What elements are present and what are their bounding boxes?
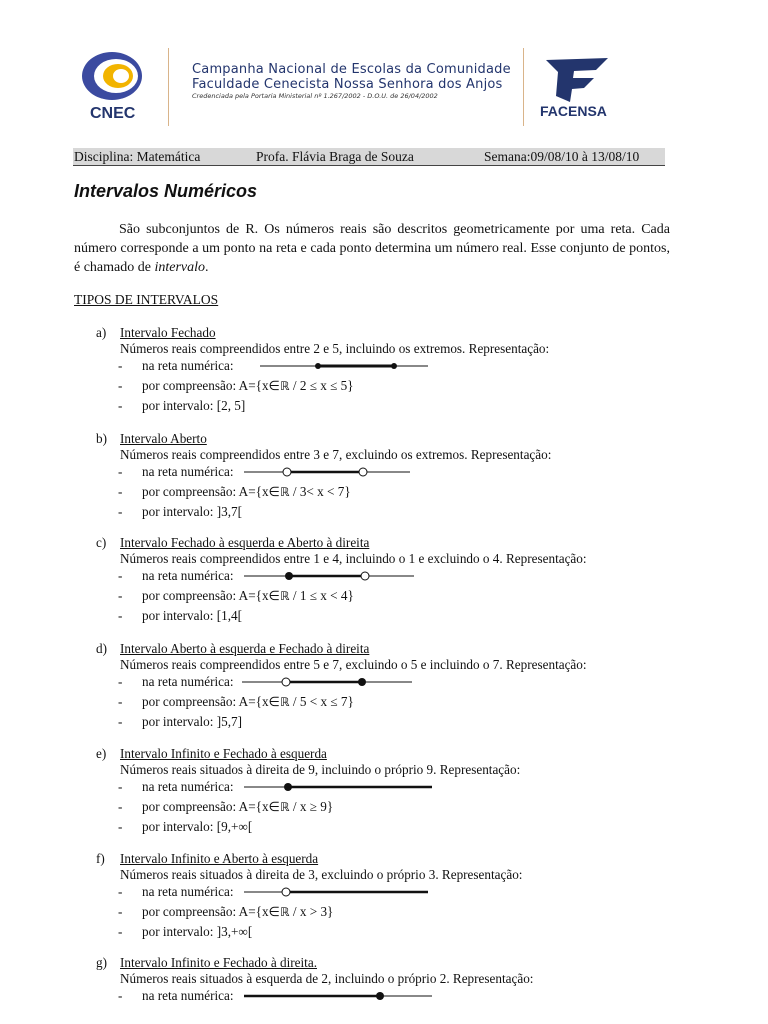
interval-notation-item: - por intervalo: [2, 5] (118, 398, 246, 413)
number-line-graphic (244, 464, 412, 480)
open-endpoint (283, 468, 291, 476)
interval-notation-item: - por intervalo: ]5,7] (118, 714, 242, 729)
header-divider (523, 48, 524, 126)
number-line-graphic (242, 674, 414, 690)
institution-block (192, 62, 511, 101)
number-line-item: - na reta numérica: (118, 988, 234, 1003)
number-line-graphic (260, 358, 430, 374)
section-letter: c) (96, 535, 107, 550)
closed-endpoint (285, 572, 293, 580)
open-endpoint (282, 888, 290, 896)
header-divider (168, 48, 169, 126)
section-description: Números reais situados à direita de 3, excluindo o próprio 3. Representação: (120, 867, 523, 882)
open-endpoint (359, 468, 367, 476)
number-line (244, 884, 430, 900)
section-description: Números reais compreendidos entre 1 e 4, incluindo o 1 e excluindo o 4. Representação: (120, 551, 587, 566)
number-line-item: - na reta numérica: (118, 884, 234, 899)
number-line (244, 988, 434, 1004)
facensa-logo (536, 52, 626, 122)
institution-line-3: Credenciada pela Portaria Ministerial nº 1.267/2002 - D.O.U. de 26/04/2002 (192, 92, 438, 100)
teacher-label: Profa. Flávia Braga de Souza (256, 149, 414, 164)
section-title: Intervalo Fechado à esquerda e Aberto à direita (120, 535, 370, 550)
interval-notation-item: - por intervalo: [1,4[ (118, 608, 242, 623)
interval-notation-item: - por intervalo: [9,+∞[ (118, 819, 253, 834)
interval-notation-item: - por intervalo: ]3,7[ (118, 504, 242, 519)
section-description: Números reais compreendidos entre 2 e 5, incluindo os extremos. Representação: (120, 341, 550, 356)
comprehension-item: - por compreensão: A={x∈ℝ / 3< x < 7} (118, 484, 351, 499)
section-letter: b) (96, 431, 107, 446)
institution-line-1: Campanha Nacional de Escolas da Comunidade (192, 62, 511, 77)
closed-endpoint (391, 363, 397, 369)
section-letter: e) (96, 746, 107, 761)
number-line-graphic (244, 988, 434, 1004)
section-title: Intervalo Infinito e Fechado à esquerda (120, 746, 327, 761)
section-letter: g) (96, 955, 107, 970)
comprehension-item: - por compreensão: A={x∈ℝ / 2 ≤ x ≤ 5} (118, 378, 354, 393)
section-title: Intervalo Infinito e Aberto à esquerda (120, 851, 319, 866)
section-title: Intervalo Aberto à esquerda e Fechado à direita (120, 641, 370, 656)
types-heading: TIPOS DE INTERVALOS (74, 292, 219, 307)
open-endpoint (361, 572, 369, 580)
section-description: Números reais compreendidos entre 5 e 7, excluindo o 5 e incluindo o 7. Representação: (120, 657, 587, 672)
number-line-item: - na reta numérica: (118, 464, 234, 479)
week-label: Semana:09/08/10 à 13/08/10 (484, 149, 640, 164)
section-description: Números reais situados à direita de 9, incluindo o próprio 9. Representação: (120, 762, 521, 777)
section-letter: a) (96, 325, 107, 340)
section-letter: f) (96, 851, 105, 866)
number-line-item: - na reta numérica: (118, 674, 234, 689)
cnec-logo (70, 46, 170, 126)
number-line-item: - na reta numérica: (118, 779, 234, 794)
svg-text:CNEC: CNEC (90, 105, 136, 122)
number-line-item: - na reta numérica: (118, 358, 234, 373)
discipline-label: Disciplina: Matemática (74, 149, 201, 164)
closed-endpoint (284, 783, 292, 791)
document-header (0, 0, 768, 140)
number-line (242, 674, 414, 690)
closed-endpoint (376, 992, 384, 1000)
course-info-bar (73, 148, 665, 166)
number-line-graphic (244, 779, 434, 795)
comprehension-item: - por compreensão: A={x∈ℝ / 1 ≤ x < 4} (118, 588, 354, 603)
section-description: Números reais situados à esquerda de 2, incluindo o próprio 2. Representação: (120, 971, 534, 986)
section-title: Intervalo Fechado (120, 325, 216, 340)
section-letter: d) (96, 641, 107, 656)
open-endpoint (282, 678, 290, 686)
comprehension-item: - por compreensão: A={x∈ℝ / x ≥ 9} (118, 799, 334, 814)
number-line-item: - na reta numérica: (118, 568, 234, 583)
section-description: Números reais compreendidos entre 3 e 7, excluindo os extremos. Representação: (120, 447, 552, 462)
number-line (260, 358, 430, 374)
number-line-graphic (244, 568, 416, 584)
institution-line-2: Faculdade Cenecista Nossa Senhora dos Anjos (192, 77, 503, 92)
intro-emphasis: intervalo (154, 260, 206, 275)
closed-endpoint (358, 678, 366, 686)
comprehension-item: - por compreensão: A={x∈ℝ / 5 < x ≤ 7} (118, 694, 354, 709)
number-line (244, 779, 434, 795)
section-title: Intervalo Infinito e Fechado à direita. (120, 955, 318, 970)
comprehension-item: - por compreensão: A={x∈ℝ / x > 3} (118, 904, 334, 919)
svg-text:FACENSA: FACENSA (540, 103, 607, 119)
interval-notation-item: - por intervalo: ]3,+∞[ (118, 924, 253, 939)
number-line (244, 568, 416, 584)
page-title: Intervalos Numéricos (74, 181, 258, 201)
number-line-graphic (244, 884, 430, 900)
intro-paragraph: São subconjuntos de R. Os números reais são descritos geometricamente por uma reta. Cada número corresponde a um ponto na reta e cada ponto determina um número real. Esse conjunto de pontos, é chamado de intervalo. (74, 222, 670, 275)
closed-endpoint (315, 363, 321, 369)
number-line (244, 464, 412, 480)
section-title: Intervalo Aberto (120, 431, 207, 446)
